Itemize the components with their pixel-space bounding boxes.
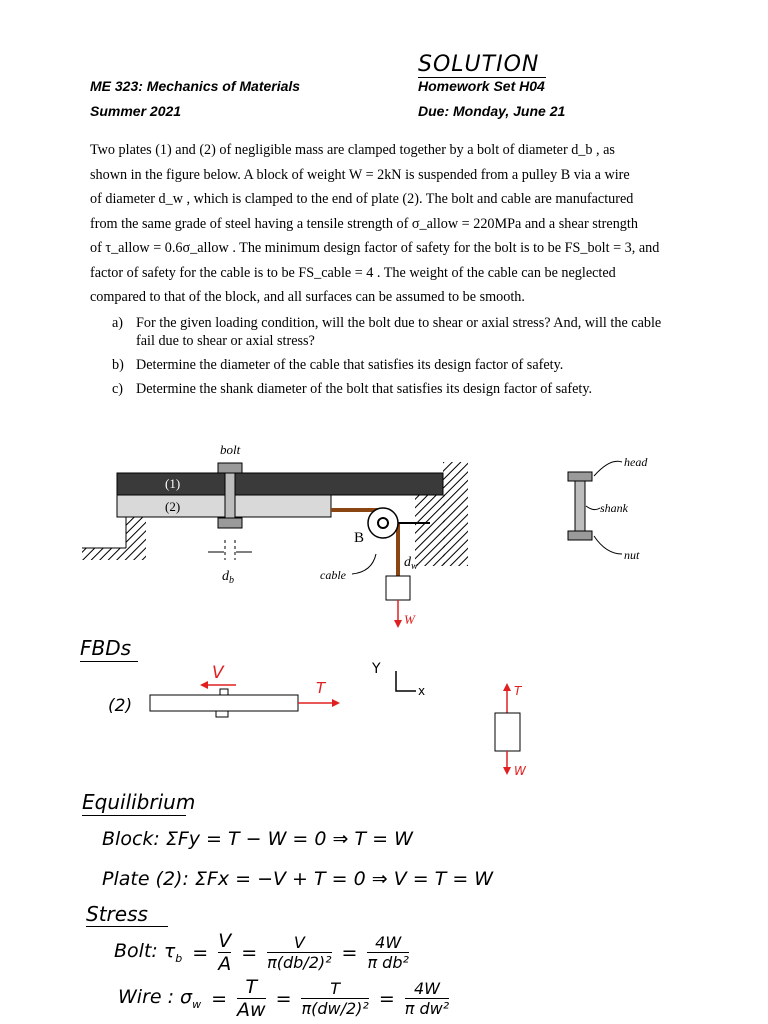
plate-2 (117, 495, 331, 517)
db-label: $d_b$ (222, 569, 234, 586)
equilibrium-heading: Equilibrium (82, 790, 196, 814)
axis-x-label: x (418, 684, 426, 698)
fbd-v-arrowhead (200, 681, 208, 689)
part-item (112, 314, 678, 350)
head-leader (594, 461, 622, 476)
part-text: Determine the diameter of the cable that satisfies its design factor of safety. (136, 357, 564, 373)
weight-arrowhead (394, 620, 402, 628)
fbd-plate-label: (2) (108, 696, 133, 716)
part-text: For the given loading condition, will the bolt due to shear or axial stress? And, will the cable fail due to shear or axial stress? (136, 315, 662, 349)
fbds-heading: FBDs (80, 636, 132, 660)
pulley-hub (378, 518, 388, 528)
cable-leader (352, 554, 376, 574)
part-label: b) (112, 357, 124, 373)
problem-line: factor of safety for the cable is to be FS_cable = 4 . The weight of the cable can be neglected (90, 264, 616, 281)
fbd-v-label: V (212, 663, 224, 683)
problem-figure (0, 430, 768, 640)
due-date: Due: Monday, June 21 (418, 103, 566, 119)
plate-1-label: (1) (165, 476, 181, 491)
problem-statement (90, 138, 678, 310)
fbd-block (495, 713, 520, 751)
bolt-head (218, 463, 242, 473)
head-label: head (624, 455, 648, 469)
pulley-label: B (354, 530, 365, 546)
fbd-bolt-bottom (216, 711, 228, 717)
problem-line: Two plates (1) and (2) of negligible mass are clamped together by a bolt of diameter d_b , as (90, 142, 615, 158)
equilibrium-underline (82, 815, 186, 816)
fbd-t-arrowhead (332, 699, 340, 707)
nut-leader (594, 536, 622, 554)
problem-line: of τ_allow = 0.6σ_allow . The minimum design factor of safety for the bolt is to be FS_bolt = 3, and (90, 240, 660, 256)
fbd-block-t-label: T (514, 684, 522, 698)
detail-bolt-shank (575, 481, 585, 533)
fbd-plate (150, 695, 298, 711)
solution-title: SOLUTION (418, 52, 540, 77)
fbd-t-label: T (316, 679, 326, 697)
problem-parts (112, 314, 678, 404)
bolt-fraction: $\frac{4W}{\text{π db²}}$ (367, 933, 409, 972)
wire-eq-lhs: Wire : $\sigma_w$ (118, 986, 202, 1011)
problem-line: compared to that of the block, and all surfaces can be assumed to be smooth. (90, 289, 525, 305)
course-title: ME 323: Mechanics of Materials (90, 78, 301, 94)
fbd-figure (0, 655, 768, 785)
term: Summer 2021 (90, 103, 182, 119)
weight-label: W (404, 612, 415, 627)
part-label: c) (112, 381, 124, 397)
bolt-fraction: $\frac{V}{A}$ (218, 930, 232, 975)
problem-line: of diameter d_w , which is clamped to the end of plate (2). The bolt and cable are manufactured (90, 191, 634, 207)
cable-label: cable (320, 568, 346, 582)
fbd-block-w-arrowhead (503, 767, 511, 775)
problem-line: from the same grade of steel having a tensile strength of σ_allow = 220MPa and a shear strength (90, 215, 638, 232)
shank-label: shank (600, 501, 628, 515)
stress-heading: Stress (86, 902, 148, 926)
shank-leader (586, 506, 600, 510)
bolt-eq-lhs: Bolt: $\tau_b$ (114, 940, 183, 965)
axes (396, 671, 416, 691)
fbd-bolt-top (220, 689, 228, 695)
bolt-fraction: $\frac{V}{\text{π(db/2)²}}$ (267, 933, 332, 972)
problem-line: shown in the figure below. A block of weight W = 2kN is suspended from a pulley B via a wire (90, 166, 630, 183)
wire-stress-equation: Wire : $\sigma_w$ = $\frac{T}{Aw}$ = $\frac{T}{\text{π(dw/2)²}}$ = $\frac{4W}{\text{π dw²}}$ (118, 976, 450, 1021)
part-item (112, 380, 678, 398)
wire-fraction: $\frac{T}{\text{π(dw/2)²}}$ (301, 979, 369, 1018)
nut-label: nut (624, 548, 640, 562)
stress-underline (86, 926, 168, 927)
dw-label: $d_w$ (404, 555, 418, 572)
detail-bolt-head (568, 472, 592, 481)
bolt-nut (218, 518, 242, 528)
fbd-block-w-label: W (514, 764, 526, 778)
wire-fraction: $\frac{T}{Aw}$ (237, 976, 266, 1021)
detail-bolt-nut (568, 531, 592, 540)
axis-y-label: Y (372, 661, 381, 677)
part-item (112, 356, 678, 374)
plate-equation: Plate (2): ΣFx = −V + T = 0 ⇒ V = T = W (102, 868, 494, 890)
fbd-block-t-arrowhead (503, 683, 511, 691)
plate-2-label: (2) (165, 499, 181, 514)
homework-set: Homework Set H04 (418, 78, 545, 94)
block-equation: Block: ΣFy = T − W = 0 ⇒ T = W (102, 828, 413, 850)
block (386, 576, 410, 600)
part-text: Determine the shank diameter of the bolt that satisfies its design factor of safety. (136, 381, 593, 397)
bolt-label: bolt (220, 442, 241, 457)
wire-fraction: $\frac{4W}{\text{π dw²}}$ (404, 979, 450, 1018)
right-wall-hatch (443, 462, 468, 566)
bolt-stress-equation: Bolt: $\tau_b$ = $\frac{V}{A}$ = $\frac{V}{\text{π(db/2)²}}$ = $\frac{4W}{\text{π db²}}$ (114, 930, 409, 975)
right-wall-hatch (415, 492, 445, 566)
part-label: a) (112, 315, 124, 331)
